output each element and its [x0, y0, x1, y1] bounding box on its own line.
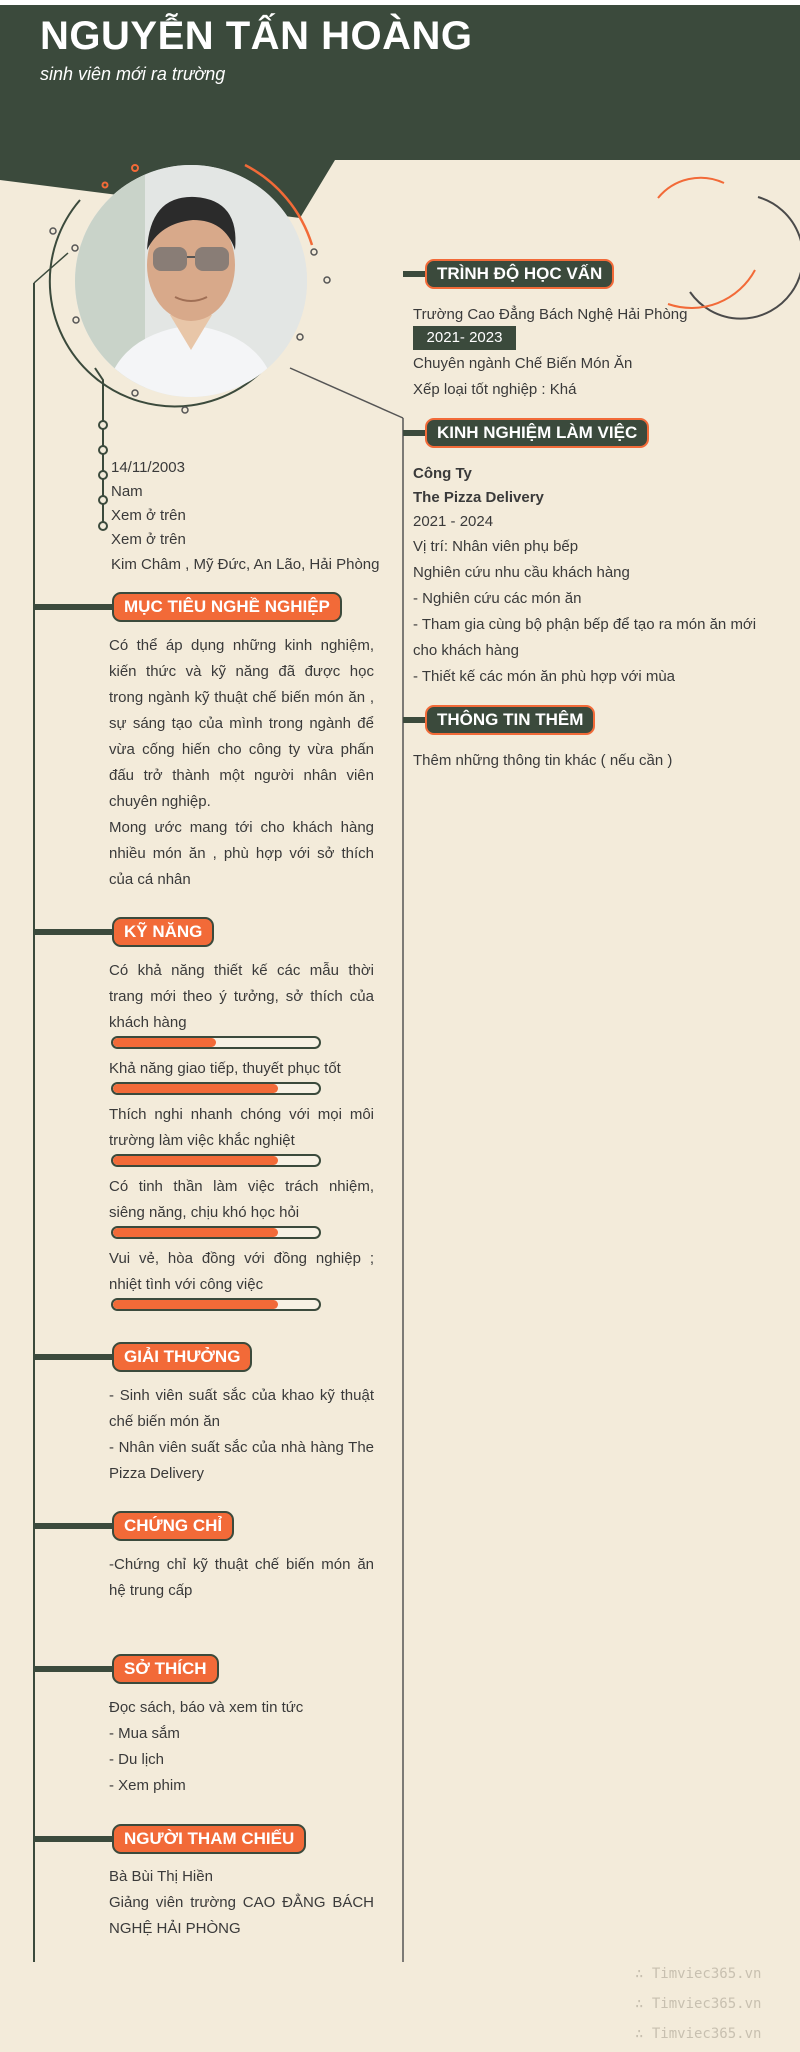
section-connector	[34, 1523, 114, 1529]
section-title-hobbies: SỞ THÍCH	[112, 1654, 219, 1684]
objective-line-2: Mong ước mang tới cho khách hàng nhiều món ăn , phù hợp với sở thích của cá nhân	[109, 819, 374, 888]
section-connector	[34, 1836, 114, 1842]
full-name: NGUYỄN TẤN HOÀNG	[40, 14, 473, 58]
objective-line-1: Có thể áp dụng những kinh nghiệm, kiến thức và kỹ năng đã được học trong ngành kỹ thuật chế biến món ăn , sự sáng tạo của mình trong ngành để vừa cống hiến cho công ty vừa phấn đấu trở thành một người nhân viên chuyên nghiệp.	[109, 637, 374, 810]
experience-line: - Tham gia cùng bộ phận bếp để tạo ra món ăn mới	[413, 616, 757, 633]
skill-label-1: Có khả năng thiết kế các mẫu thời trang mới theo ý tưởng, sở thích của khách hàng	[109, 962, 374, 1031]
experience-company: The Pizza Delivery	[413, 489, 544, 506]
skill-bar-2	[111, 1082, 321, 1095]
hobbies-list	[109, 1695, 374, 1799]
experience-line: cho khách hàng	[413, 642, 519, 659]
deco-arc-orange-small	[658, 178, 724, 198]
skill-bar-3	[111, 1154, 321, 1167]
section-connector	[34, 604, 114, 610]
section-title-education: TRÌNH ĐỘ HỌC VẤN	[425, 259, 614, 289]
email: Xem ở trên	[111, 531, 186, 548]
address: Kim Châm , Mỹ Đức, An Lão, Hải Phòng	[111, 556, 380, 573]
section-title-awards: GIẢI THƯỞNG	[112, 1342, 252, 1372]
reference-detail: Giảng viên trường CAO ĐẲNG BÁCH NGHỆ HẢI PHÒNG	[109, 1894, 374, 1937]
award-1: - Sinh viên suất sắc của khao kỹ thuật chế biến món ăn	[109, 1387, 374, 1430]
education-school: Trường Cao Đẳng Bách Nghệ Hải Phòng	[413, 306, 688, 323]
experience-line: - Nghiên cứu các món ăn	[413, 590, 582, 607]
watermark: ∴ Timviec365.vn	[635, 1996, 762, 2012]
education-years: 2021- 2023	[413, 326, 516, 350]
hobby-item: - Mua sắm	[109, 1725, 180, 1742]
person-photo-icon	[75, 165, 307, 397]
skill-label-4: Có tinh thần làm việc trách nhiệm, siêng năng, chịu khó học hỏi	[109, 1178, 374, 1221]
deco-arc-orange-large	[668, 270, 755, 308]
job-subtitle: sinh viên mới ra trường	[40, 64, 226, 84]
experience-company-label: Công Ty	[413, 465, 472, 482]
experience-line: - Thiết kế các món ăn phù hợp với mùa	[413, 668, 676, 685]
skill-bar-4	[111, 1226, 321, 1239]
reference-name: Bà Bùi Thị Hiền	[109, 1868, 213, 1885]
hobby-item: - Du lịch	[109, 1751, 165, 1768]
award-2: - Nhân viên suất sắc của nhà hàng The Pizza Delivery	[109, 1439, 374, 1482]
top-strip	[0, 0, 800, 5]
skill-fill	[113, 1156, 278, 1165]
section-connector	[34, 1354, 114, 1360]
certificate-text: -Chứng chỉ kỹ thuật chế biến món ăn hệ trung cấp	[109, 1556, 374, 1599]
experience-years: 2021 - 2024	[413, 513, 494, 530]
profile-photo	[75, 165, 307, 397]
hobby-item: Đọc sách, báo và xem tin tức	[109, 1699, 304, 1716]
experience-position: Vị trí: Nhân viên phụ bếp	[413, 538, 579, 555]
education-grade: Xếp loại tốt nghiệp : Khá	[413, 381, 577, 398]
section-connector	[34, 929, 114, 935]
section-title-certificates: CHỨNG CHỈ	[112, 1511, 234, 1541]
section-title-objective: MỤC TIÊU NGHỀ NGHIỆP	[112, 592, 342, 622]
hobby-item: - Xem phim	[109, 1777, 186, 1794]
birthdate: 14/11/2003	[111, 459, 185, 476]
skill-fill	[113, 1038, 216, 1047]
section-title-additional: THÔNG TIN THÊM	[425, 705, 595, 735]
skill-fill	[113, 1300, 278, 1309]
skill-label-2: Khả năng giao tiếp, thuyết phục tốt	[109, 1060, 341, 1077]
gender: Nam	[111, 483, 143, 500]
section-title-references: NGƯỜI THAM CHIẾU	[112, 1824, 306, 1854]
skill-fill	[113, 1084, 278, 1093]
section-title-skills: KỸ NĂNG	[112, 917, 214, 947]
watermark: ∴ Timviec365.vn	[635, 1966, 762, 1982]
objective-text	[109, 633, 374, 893]
education-major: Chuyên ngành Chế Biến Món Ăn	[413, 355, 633, 372]
watermark: ∴ Timviec365.vn	[635, 2026, 762, 2042]
skill-label-5: Vui vẻ, hòa đồng với đồng nghiệp ; nhiệt tình với công việc	[109, 1250, 374, 1293]
skill-label-3: Thích nghi nhanh chóng với mọi môi trường làm việc khắc nghiệt	[109, 1106, 374, 1149]
phone: Xem ở trên	[111, 507, 186, 524]
reference-text	[109, 1864, 374, 1942]
skill-fill	[113, 1228, 278, 1237]
deco-arc-dark	[690, 197, 800, 319]
skill-bar-1	[111, 1036, 321, 1049]
section-connector	[34, 1666, 114, 1672]
skill-bar-5	[111, 1298, 321, 1311]
experience-line: Nghiên cứu nhu cầu khách hàng	[413, 564, 630, 581]
additional-text: Thêm những thông tin khác ( nếu cần )	[413, 752, 673, 769]
section-title-experience: KINH NGHIỆM LÀM VIỆC	[425, 418, 649, 448]
awards-text	[109, 1383, 374, 1487]
